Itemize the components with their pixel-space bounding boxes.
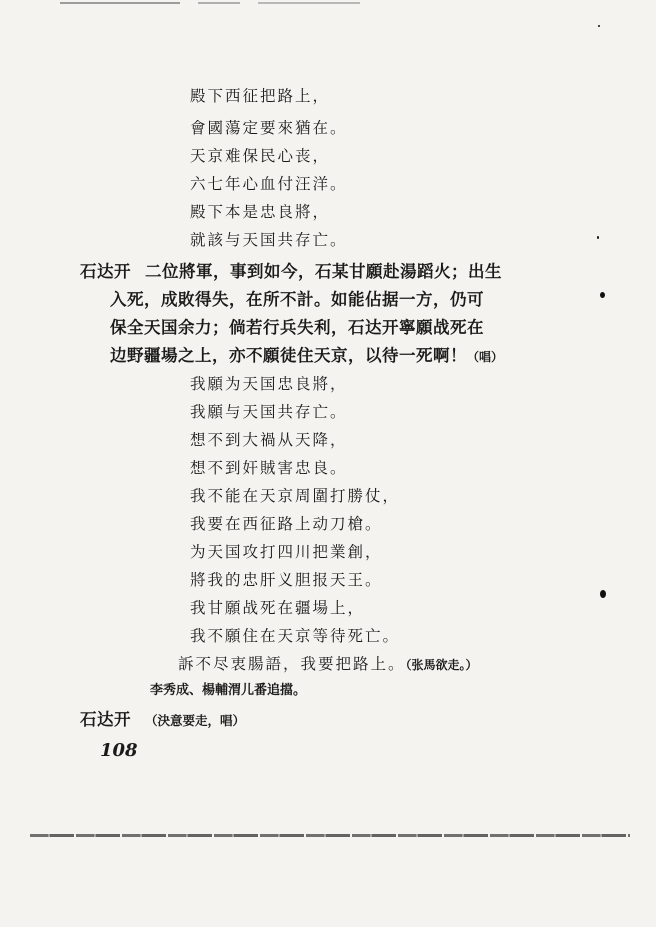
scan-speck	[600, 590, 606, 598]
verse-a-line-1: 殿下西征把路上，	[190, 87, 331, 105]
speech-line-1	[80, 258, 502, 282]
exit-direction: （张馬欲走。）	[405, 658, 478, 672]
page-number: 108	[100, 740, 138, 761]
speech-line-4	[110, 342, 503, 366]
speech-text-1: 二位將軍，事到如今，石某甘願赴湯蹈火；出生	[145, 262, 502, 281]
final-direction: （決意要走，唱）	[145, 713, 246, 728]
verse-b-line-4: 想不到奸賊害忠良。	[190, 459, 348, 477]
final-speaker: 石达开	[80, 710, 131, 729]
verse-a-line-2: 會國蕩定要來猶在。	[190, 119, 348, 137]
speaker-name: 石达开	[80, 262, 131, 281]
bottom-scan-artifact	[30, 834, 630, 837]
verse-b-line-2: 我願与天国共存亡。	[190, 403, 348, 421]
top-scan-artifact	[60, 2, 360, 4]
sing-direction: （唱）	[467, 350, 504, 364]
verse-b-line-10: 我不願住在天京等待死亡。	[190, 627, 401, 645]
scan-speck	[598, 25, 600, 27]
verse-a-line-4: 六七年心血付汪洋。	[190, 175, 348, 193]
verse-b-line-7: 为天国攻打四川把業創，	[190, 543, 383, 561]
speech-line-2: 入死，成敗得失，在所不計。如能佔据一方，仍可	[110, 290, 484, 309]
speech-line-3: 保全天国余力；倘若行兵失利，石达开寧願战死在	[110, 318, 484, 337]
verse-b-line-3: 想不到大禍从天降，	[190, 431, 348, 449]
scan-speck	[597, 236, 599, 239]
verse-a-line-3: 天京难保民心丧，	[190, 147, 331, 165]
last-verse-text: 訴不尽衷腸語，我要把路上。	[178, 655, 406, 673]
final-line	[80, 706, 245, 730]
scan-speck	[600, 292, 605, 298]
verse-b-line-5: 我不能在天京周圍打勝仗，	[190, 487, 401, 505]
verse-b-line-6: 我要在西征路上动刀槍。	[190, 515, 383, 533]
verse-b-line-8: 將我的忠肝义胆报天王。	[190, 571, 383, 589]
verse-b-line-11	[178, 652, 478, 674]
verse-b-line-9: 我甘願战死在疆場上，	[190, 599, 366, 617]
verse-a-line-5: 殿下本是忠良將，	[190, 203, 331, 221]
verse-a-line-6: 就該与天国共存亡。	[190, 231, 348, 249]
speech-text-4: 边野疆場之上，亦不願徒住天京，以待一死啊！	[110, 346, 467, 365]
stage-note: 李秀成、楊輔渭儿番追擋。	[150, 683, 307, 698]
verse-b-line-1: 我願为天国忠良將，	[190, 375, 348, 393]
